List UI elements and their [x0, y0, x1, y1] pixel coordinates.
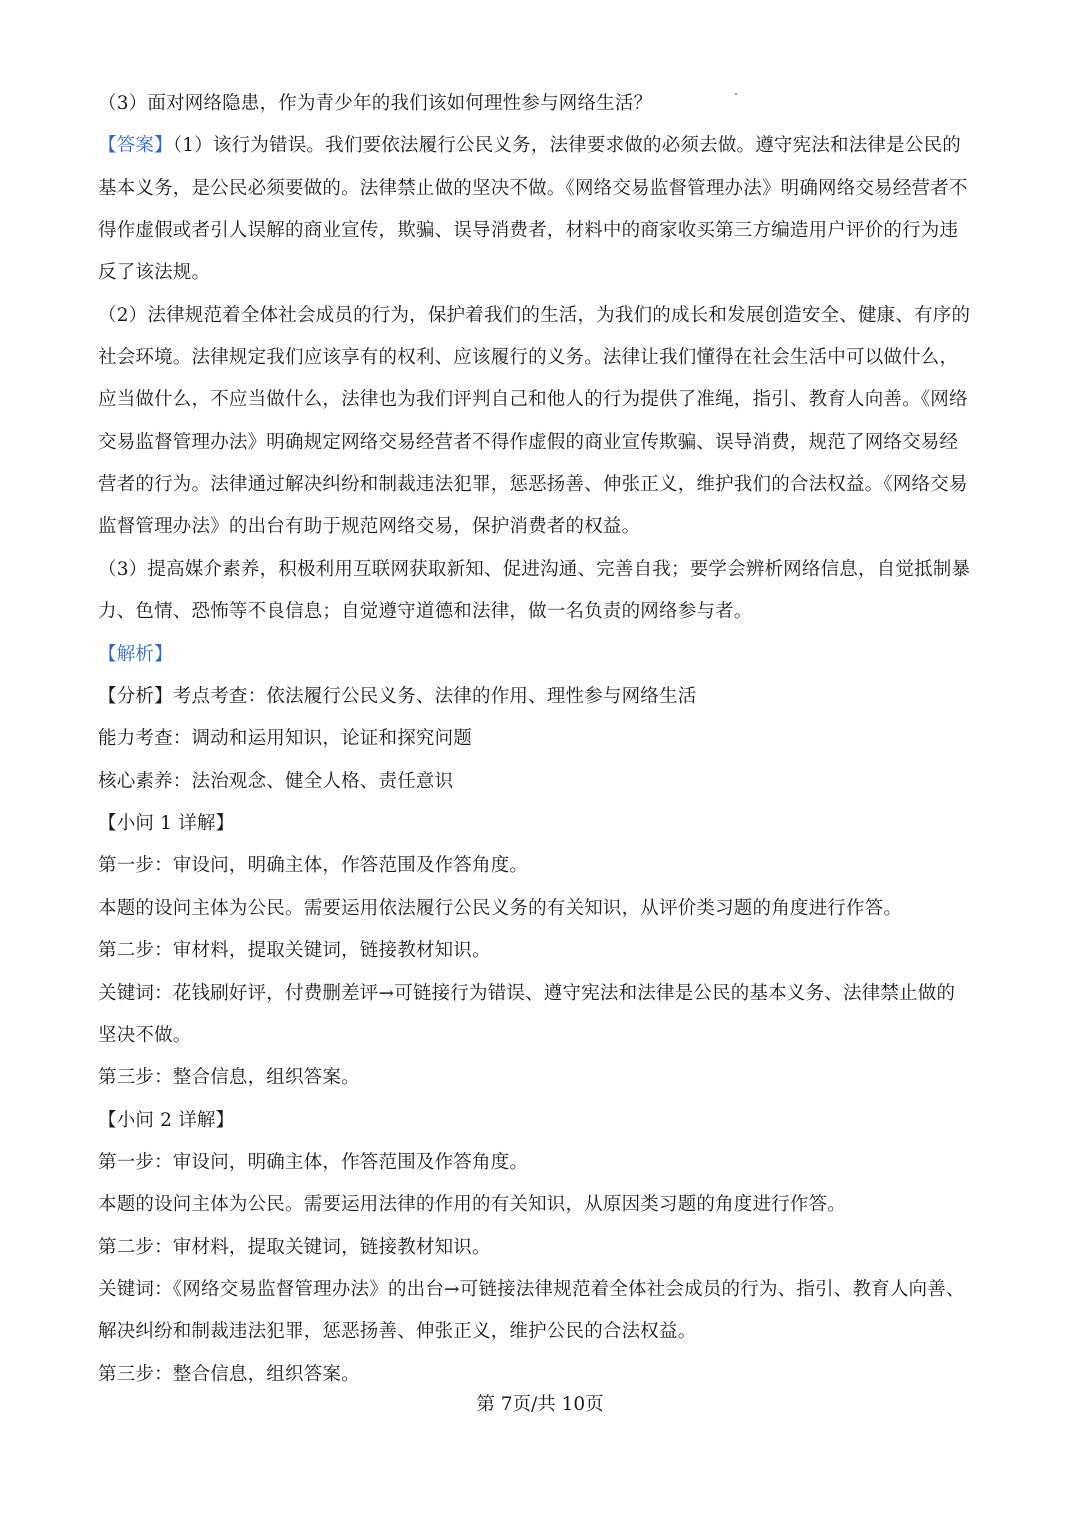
q2-keywords-line-2: 解决纠纷和制裁违法犯罪，惩恶扬善、伸张正义，维护公民的合法权益。 — [98, 1321, 697, 1342]
answer-p2-line-2: 社会环境。法律规定我们应该享有的权利、应该履行的义务。法律让我们懂得在社会生活中可以做什么， — [98, 347, 959, 368]
q2-step3: 第三步：整合信息，组织答案。 — [98, 1364, 360, 1385]
q1-step2: 第二步：审材料，提取关键词，链接教材知识。 — [98, 940, 491, 961]
analysis-fenxi: 【分析】考点考查：依法履行公民义务、法律的作用、理性参与网络生活 — [98, 686, 697, 707]
q1-step1-text: 本题的设问主体为公民。需要运用依法履行公民义务的有关知识，从评价类习题的角度进行作答。 — [98, 898, 903, 919]
page-number: 第 7页/共 10页 — [476, 1394, 604, 1415]
q1-step3: 第三步：整合信息，组织答案。 — [98, 1067, 360, 1088]
q2-detail-title: 【小问 2 详解】 — [98, 1110, 235, 1131]
answer-p2-line-5: 营者的行为。法律通过解决纠纷和制裁违法犯罪，惩恶扬善、伸张正义，维护我们的合法权益。《网络交易 — [98, 474, 968, 495]
answer-p1-line-4: 反了该法规。 — [98, 262, 211, 283]
analysis-tag: 【解析】 — [98, 644, 173, 665]
answer-p1-line-2: 基本义务，是公民必须要做的。法律禁止做的坚决不做。《网络交易监督管理办法》明确网络交易经营者不 — [98, 178, 968, 199]
q1-keywords-line-2: 坚决不做。 — [98, 1025, 192, 1046]
answer-p2-line-6: 监督管理办法》的出台有助于规范网络交易，保护消费者的权益。 — [98, 516, 641, 537]
answer-p2-line-3: 应当做什么，不应当做什么，法律也为我们评判自己和他人的行为提供了准绳，指引、教育人向善。《网络 — [98, 389, 968, 410]
answer-p3-line-2: 力、色情、恐怖等不良信息；自觉遵守道德和法律，做一名负责的网络参与者。 — [98, 601, 753, 622]
q2-keywords-line-1: 关键词：《网络交易监督管理办法》的出台→可链接法律规范着全体社会成员的行为、指引、教育人向善、 — [98, 1279, 965, 1300]
answer-p2-line-1: （2）法律规范着全体社会成员的行为，保护着我们的生活，为我们的成长和发展创造安全、健康、有序的 — [98, 305, 971, 326]
answer-p2-line-4: 交易监督管理办法》明确规定网络交易经营者不得作虚假的商业宣传欺骗、误导消费，规范了网络交易经 — [98, 432, 959, 453]
answer-tag: 【答案】 — [98, 135, 173, 156]
analysis-core-literacy: 核心素养：法治观念、健全人格、责任意识 — [98, 771, 454, 792]
q2-step1-text: 本题的设问主体为公民。需要运用法律的作用的有关知识，从原因类习题的角度进行作答。 — [98, 1194, 847, 1215]
answer-p1-line-3: 得作虚假或者引人误解的商业宣传，欺骗、误导消费者，材料中的商家收买第三方编造用户评价的行为违 — [98, 220, 959, 241]
question-3: （3）面对网络隐患，作为青少年的我们该如何理性参与网络生活？ — [98, 93, 653, 114]
q2-step2: 第二步：审材料，提取关键词，链接教材知识。 — [98, 1237, 491, 1258]
answer-p1-line-1: 【答案】（1）该行为错误。我们要依法履行公民义务，法律要求做的必须去做。遵守宪法和法律是公民的 — [98, 135, 961, 156]
q1-detail-title: 【小问 1 详解】 — [98, 813, 235, 834]
q1-keywords-line-1: 关键词：花钱刷好评，付费删差评→可链接行为错误、遵守宪法和法律是公民的基本义务、法律禁止做的 — [98, 983, 956, 1004]
q1-step1: 第一步：审设问，明确主体，作答范围及作答角度。 — [98, 855, 529, 876]
q2-step1: 第一步：审设问，明确主体，作答范围及作答角度。 — [98, 1152, 529, 1173]
analysis-ability: 能力考查：调动和运用知识，论证和探究问题 — [98, 728, 473, 749]
answer-p3-line-1: （3）提高媒介素养，积极利用互联网获取新知、促进沟通、完善自我；要学会辨析网络信息，自觉抵制暴 — [98, 559, 971, 580]
